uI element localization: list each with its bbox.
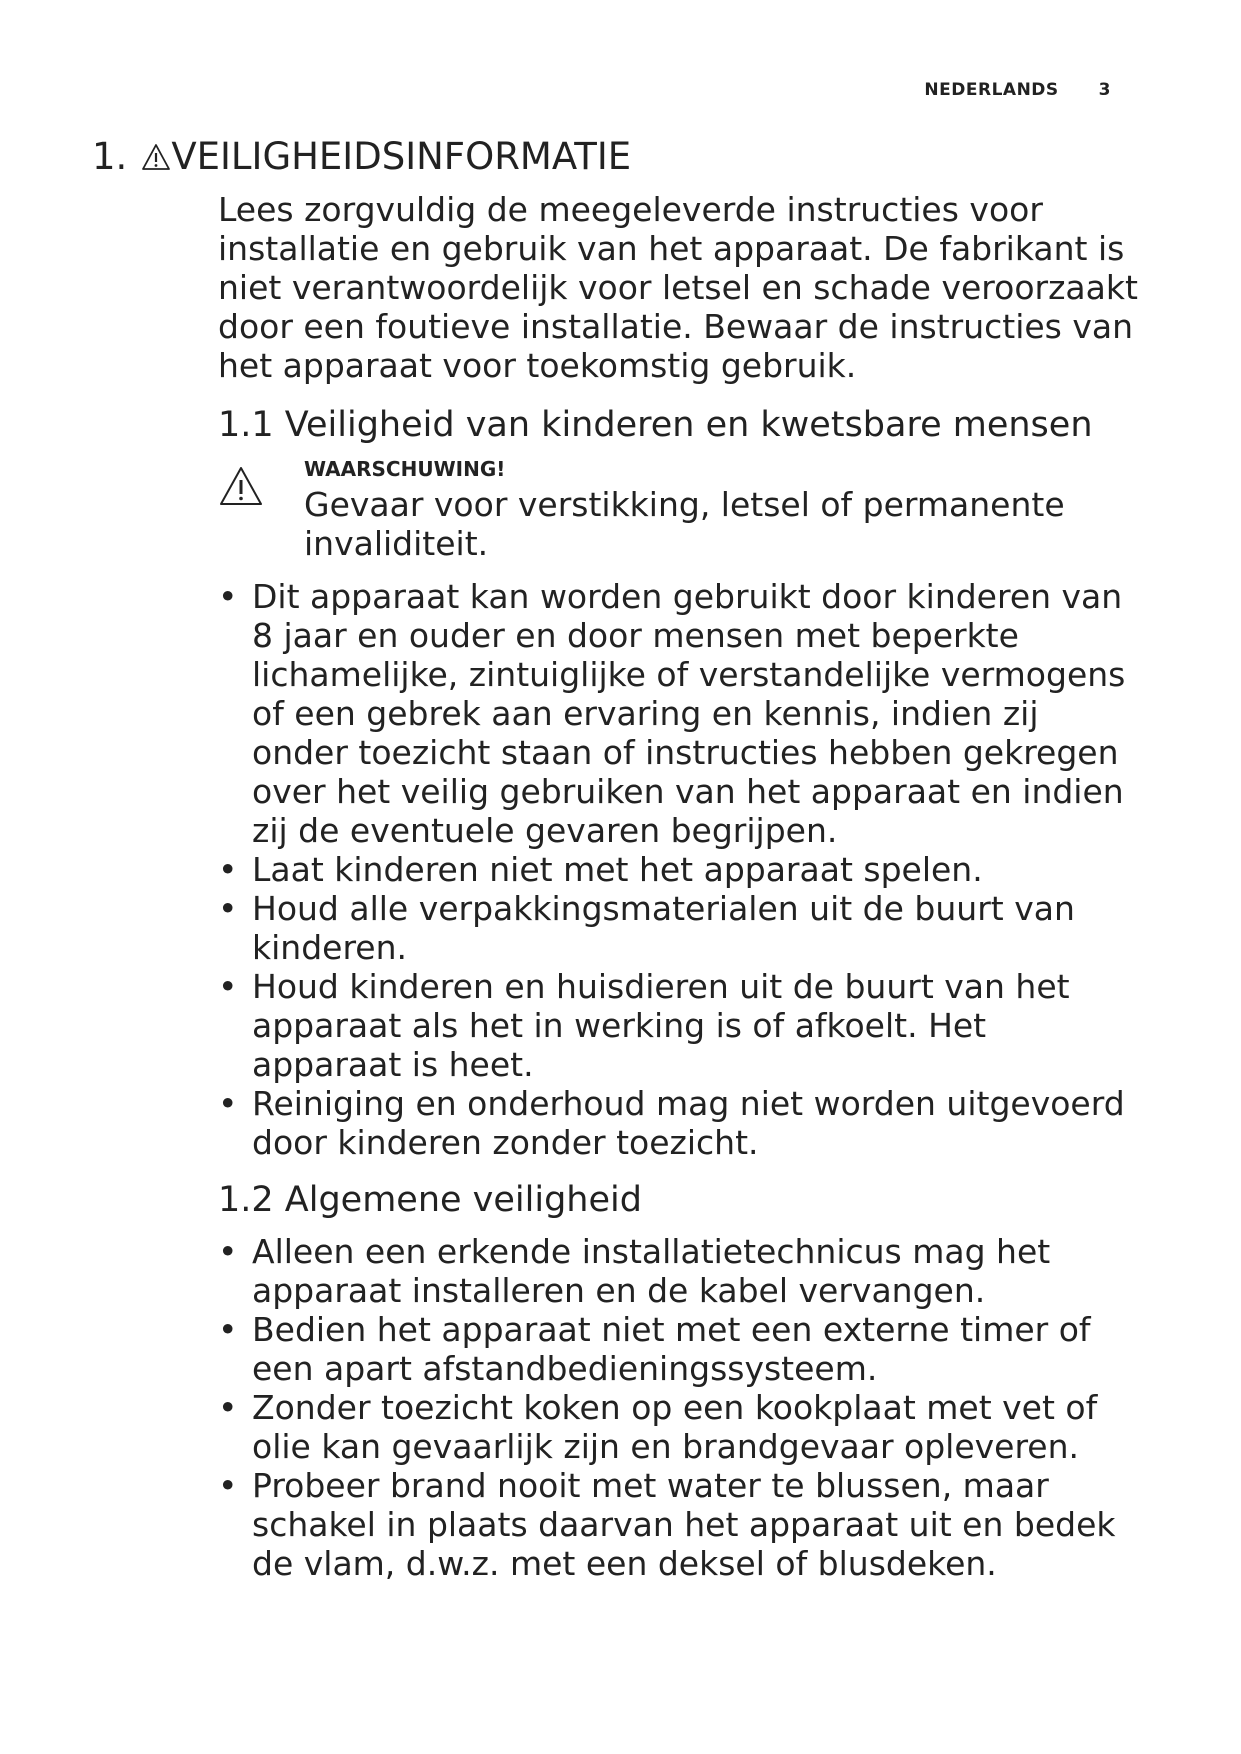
bullet-list-1-2 xyxy=(218,1232,1138,1583)
page-number: 3 xyxy=(1098,80,1111,100)
warning-triangle-icon xyxy=(141,142,171,172)
header-language: NEDERLANDS xyxy=(924,80,1059,100)
section-title-text: VEILIGHEIDSINFORMATIE xyxy=(171,135,632,178)
section-number: 1. xyxy=(92,135,128,178)
warning-text: Gevaar voor verstikking, letsel of permanente invaliditeit. xyxy=(304,485,1065,563)
list-item: • Reiniging en onderhoud mag niet worden uitgevoerd door kinderen zonder toezicht. xyxy=(218,1084,1138,1162)
list-item: • Alleen een erkende installatietechnicus mag het apparaat installeren en de kabel vervangen. xyxy=(218,1232,1138,1310)
list-item: • Bedien het apparaat niet met een externe timer of een apart afstandbedieningssysteem. xyxy=(218,1310,1138,1388)
subsection-heading-1-1: 1.1 Veiligheid van kinderen en kwetsbare mensen xyxy=(218,405,1093,445)
warning-box xyxy=(218,457,1138,563)
main-content xyxy=(218,190,1138,1599)
list-item: • Probeer brand nooit met water te blussen, maar schakel in plaats daarvan het apparaat uit en bedek de vlam, d.w.z. met een deksel of blusdeken. xyxy=(218,1466,1138,1583)
list-item: • Dit apparaat kan worden gebruikt door kinderen van 8 jaar en ouder en door mensen met beperkte lichamelijke, zintuiglijke of verstandelijke vermogens of een gebrek aan ervaring en kennis, indien zij onder toezicht staan of instructies hebben gekregen over het veilig gebruiken van het apparaat en indien zij de eventuele gevaren begrijpen. xyxy=(218,577,1138,850)
warning-icon-wrapper xyxy=(218,457,304,563)
warning-triangle-icon xyxy=(218,465,264,507)
list-item: • Houd alle verpakkingsmaterialen uit de buurt van kinderen. xyxy=(218,889,1138,967)
warning-label: WAARSCHUWING! xyxy=(304,457,506,481)
section-title xyxy=(92,135,631,178)
subsection-heading-1-2: 1.2 Algemene veiligheid xyxy=(218,1180,642,1220)
list-item: • Zonder toezicht koken op een kookplaat met vet of olie kan gevaarlijk zijn en brandgevaar opleveren. xyxy=(218,1388,1138,1466)
bullet-list-1-1 xyxy=(218,577,1138,1162)
intro-paragraph: Lees zorgvuldig de meegeleverde instructies voor installatie en gebruik van het apparaat. De fabrikant is niet verantwoordelijk voor letsel en schade veroorzaakt door een foutieve installatie. Bewaar de instructies van het apparaat voor toekomstig gebruik. xyxy=(218,190,1138,385)
list-item: • Houd kinderen en huisdieren uit de buurt van het apparaat als het in werking is of afkoelt. Het apparaat is heet. xyxy=(218,967,1138,1084)
list-item: • Laat kinderen niet met het apparaat spelen. xyxy=(218,850,1138,889)
page-header xyxy=(924,80,1111,100)
